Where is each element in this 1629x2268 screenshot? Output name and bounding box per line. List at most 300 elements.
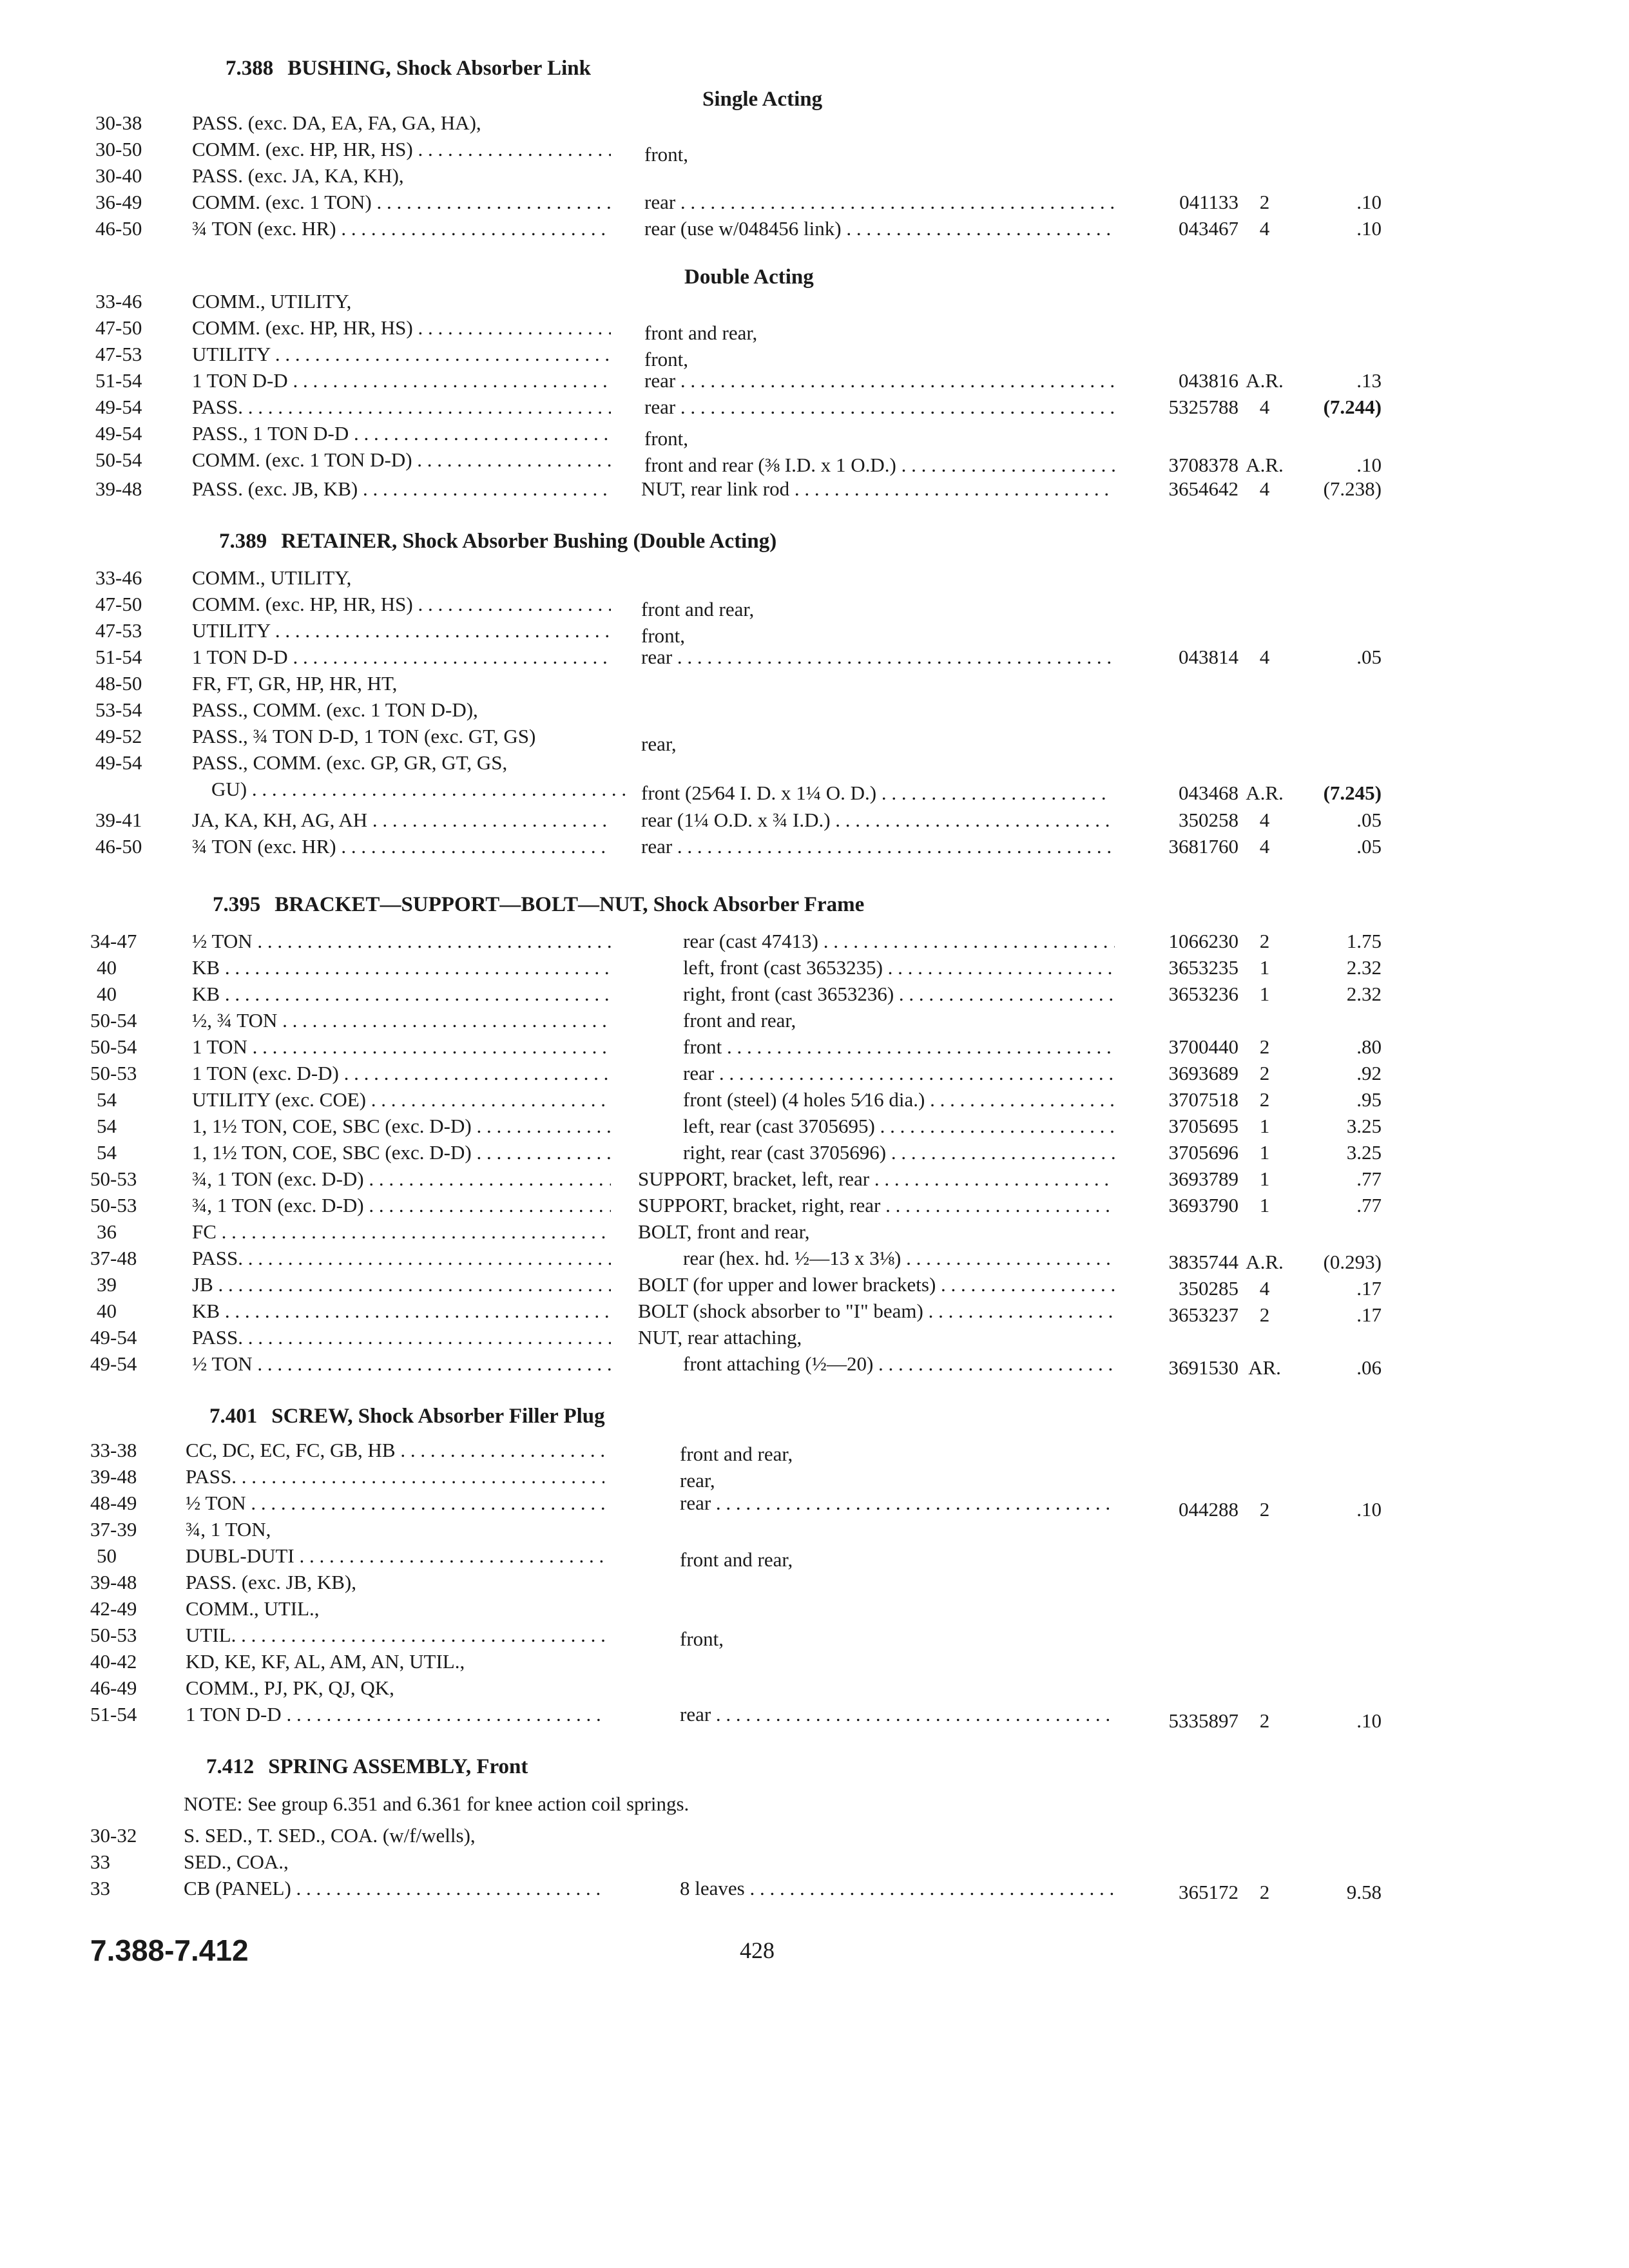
price-cell: 1.75: [1346, 930, 1382, 952]
years-cell: 50-53: [90, 1194, 137, 1216]
model-cell: UTILITY . . .: [192, 341, 611, 368]
description-cell: BOLT, front and rear,: [638, 1220, 810, 1243]
years-cell: 37-48: [90, 1247, 137, 1269]
table-row: [0, 1701, 1629, 1732]
part-number-cell: 3705696: [1168, 1141, 1239, 1164]
years-cell: 50-53: [90, 1624, 137, 1646]
table-row: [0, 314, 1629, 344]
table-row: [0, 776, 1629, 803]
part-number-cell: 3708378: [1168, 454, 1239, 476]
quantity-cell: A.R.: [1246, 454, 1284, 476]
price-cell: (7.245): [1323, 782, 1382, 804]
model-cell: 1 TON D-D . . .: [192, 367, 611, 394]
section-title: SPRING ASSEMBLY, Front: [268, 1755, 528, 1778]
years-cell: 40: [97, 983, 117, 1005]
years-cell: 40: [97, 956, 117, 979]
years-cell: 54: [97, 1141, 117, 1164]
quantity-cell: 1: [1259, 1168, 1270, 1190]
quantity-cell: 4: [1259, 217, 1270, 240]
table-row: [0, 394, 1629, 421]
model-cell: JA, KA, KH, AG, AH . . .: [192, 807, 611, 834]
years-cell: 42-49: [90, 1597, 137, 1620]
model-cell: FR, FT, GR, HP, HR, HT,: [192, 672, 398, 695]
quantity-cell: 1: [1259, 1194, 1270, 1216]
section-title: RETAINER, Shock Absorber Bushing (Double Acting): [281, 530, 777, 553]
table-row: [0, 670, 1629, 697]
description-cell: front and rear,: [680, 1548, 793, 1571]
years-cell: 33-46: [95, 290, 142, 312]
description-cell: rear . . .: [641, 833, 1112, 860]
years-cell: 30-40: [95, 164, 142, 187]
model-cell: ½, ¾ TON . . .: [192, 1007, 611, 1034]
model-cell: PASS. (exc. JB, KB) . . .: [192, 476, 611, 503]
price-cell: 2.32: [1346, 983, 1382, 1005]
description-cell: BOLT (for upper and lower brackets) . . .: [638, 1271, 1115, 1298]
table-row: [0, 1490, 1629, 1521]
part-number-cell: 3835744: [1168, 1251, 1239, 1273]
part-number-cell: 365172: [1179, 1881, 1239, 1903]
table-row: [0, 1542, 1629, 1570]
quantity-cell: AR.: [1248, 1356, 1281, 1379]
section-heading-7-412: [206, 1755, 528, 1779]
section-number: 7.389: [219, 530, 267, 553]
description-cell: rear . . .: [641, 644, 1112, 671]
part-number-cell: 3705695: [1168, 1115, 1239, 1137]
table-row: [0, 136, 1629, 166]
price-cell: .05: [1356, 646, 1382, 668]
years-cell: 51-54: [95, 369, 142, 392]
table-row: [0, 954, 1629, 981]
part-number-cell: 350258: [1179, 809, 1239, 831]
model-cell: 1 TON D-D . . .: [192, 644, 611, 671]
section-number: 7.388: [226, 57, 274, 80]
quantity-cell: 1: [1259, 956, 1270, 979]
price-cell: .10: [1356, 454, 1382, 476]
section-number: 7.401: [209, 1405, 258, 1428]
part-number-cell: 3700440: [1168, 1035, 1239, 1058]
quantity-cell: 1: [1259, 983, 1270, 1005]
price-cell: .80: [1356, 1035, 1382, 1058]
years-cell: 50-53: [90, 1168, 137, 1190]
table-row: [0, 1648, 1629, 1675]
years-cell: 37-39: [90, 1518, 137, 1541]
table-row: [0, 110, 1629, 137]
table-row: [0, 1166, 1629, 1193]
table-row: [0, 1086, 1629, 1113]
quantity-cell: 2: [1259, 930, 1270, 952]
table-row: [0, 288, 1629, 315]
model-cell: PASS., COMM. (exc. 1 TON D-D),: [192, 698, 478, 721]
model-cell: PASS. . . .: [192, 1324, 611, 1351]
years-cell: 47-53: [95, 343, 142, 365]
years-cell: 49-52: [95, 725, 142, 747]
price-cell: .77: [1356, 1168, 1382, 1190]
quantity-cell: 2: [1259, 1881, 1270, 1903]
table-row: [0, 1463, 1629, 1490]
part-number-cell: 350285: [1179, 1277, 1239, 1300]
price-cell: .17: [1356, 1277, 1382, 1300]
part-number-cell: 041133: [1179, 191, 1239, 213]
price-cell: (7.238): [1323, 477, 1382, 500]
quantity-cell: 1: [1259, 1115, 1270, 1137]
model-cell: PASS., 1 TON D-D . . .: [192, 420, 611, 447]
part-number-cell: 3707518: [1168, 1088, 1239, 1111]
years-cell: 39-41: [95, 809, 142, 831]
years-cell: 46-49: [90, 1677, 137, 1699]
price-cell: .05: [1356, 835, 1382, 858]
years-cell: 30-50: [95, 138, 142, 160]
table-row: [0, 189, 1629, 216]
table-row: [0, 928, 1629, 955]
table-row: [0, 162, 1629, 189]
part-number-cell: 3681760: [1168, 835, 1239, 858]
model-cell: 1 TON (exc. D-D) . . .: [192, 1060, 611, 1087]
years-cell: 34-47: [90, 930, 137, 952]
model-cell: COMM. (exc. 1 TON D-D) . . .: [192, 447, 611, 474]
section-heading-7-389: [219, 530, 776, 553]
table-row: [0, 591, 1629, 618]
model-cell: JB . . .: [192, 1271, 611, 1298]
model-cell: PASS. . . .: [192, 394, 611, 421]
model-cell: KB . . .: [192, 954, 611, 981]
years-cell: 33: [90, 1850, 110, 1873]
years-cell: 50: [97, 1544, 117, 1567]
quantity-cell: 2: [1259, 1062, 1270, 1084]
model-cell: FC . . .: [192, 1218, 611, 1245]
quantity-cell: 2: [1259, 1709, 1270, 1732]
model-cell: PASS. . . .: [186, 1463, 604, 1490]
part-number-cell: 043814: [1179, 646, 1239, 668]
part-number-cell: 043816: [1179, 369, 1239, 392]
part-number-cell: 3653236: [1168, 983, 1239, 1005]
model-cell: CB (PANEL) . . .: [184, 1875, 602, 1902]
table-row: [0, 1849, 1629, 1876]
model-cell: UTILITY . . .: [192, 617, 611, 644]
years-cell: 48-50: [95, 672, 142, 695]
model-cell: COMM. (exc. HP, HR, HS) . . .: [192, 591, 611, 618]
description-cell: rear . . .: [683, 1060, 1115, 1087]
table-row: [0, 1218, 1629, 1245]
quantity-cell: 4: [1259, 396, 1270, 418]
description-cell: front and rear (⅜ I.D. x 1 O.D.) . . .: [644, 452, 1115, 479]
description-cell: front (25⁄64 I. D. x 1¼ O. D.) . . .: [641, 780, 1112, 807]
table-row: [0, 697, 1629, 724]
years-cell: 40-42: [90, 1650, 137, 1673]
model-cell: PASS., COMM. (exc. GP, GR, GT, GS,: [192, 751, 508, 774]
years-cell: 50-53: [90, 1062, 137, 1084]
description-cell: front and rear,: [680, 1443, 793, 1465]
part-number-cell: 3693790: [1168, 1194, 1239, 1216]
model-cell: 1, 1½ TON, COE, SBC (exc. D-D) . . .: [192, 1113, 611, 1140]
description-cell: rear (cast 47413) . . .: [683, 928, 1115, 955]
price-cell: 3.25: [1346, 1141, 1382, 1164]
price-cell: .10: [1356, 1709, 1382, 1732]
description-cell: front . . .: [683, 1033, 1115, 1061]
description-cell: rear . . .: [644, 189, 1115, 216]
table-row: [0, 1139, 1629, 1166]
years-cell: 33-38: [90, 1439, 137, 1461]
part-number-cell: 3654642: [1168, 477, 1239, 500]
quantity-cell: 1: [1259, 1141, 1270, 1164]
price-cell: .10: [1356, 217, 1382, 240]
price-cell: 9.58: [1346, 1881, 1382, 1903]
part-number-cell: 044288: [1179, 1498, 1239, 1521]
part-number-cell: 5325788: [1168, 396, 1239, 418]
years-cell: 39-48: [95, 477, 142, 500]
years-cell: 33-46: [95, 566, 142, 589]
years-cell: 49-54: [90, 1326, 137, 1349]
section-title: BRACKET—SUPPORT—BOLT—NUT, Shock Absorber Frame: [275, 893, 865, 916]
years-cell: 33: [90, 1877, 110, 1899]
description-cell: SUPPORT, bracket, left, rear . . .: [638, 1166, 1115, 1193]
model-cell: ¾ TON (exc. HR) . . .: [192, 833, 611, 860]
model-cell: ¾ TON (exc. HR) . . .: [192, 215, 611, 242]
table-row: [0, 1675, 1629, 1702]
price-cell: .10: [1356, 1498, 1382, 1521]
description-cell: front,: [644, 143, 689, 166]
years-cell: 40: [97, 1300, 117, 1322]
section-number: 7.395: [213, 893, 261, 916]
years-cell: 53-54: [95, 698, 142, 721]
table-row: [0, 1569, 1629, 1596]
table-row: [0, 1007, 1629, 1034]
quantity-cell: 4: [1259, 646, 1270, 668]
section-title: BUSHING, Shock Absorber Link: [287, 57, 591, 80]
years-cell: 30-32: [90, 1824, 137, 1847]
years-cell: 30-38: [95, 111, 142, 134]
table-row: [0, 1822, 1629, 1849]
description-cell: front attaching (½—20) . . .: [683, 1350, 1115, 1378]
price-cell: (7.244): [1323, 396, 1382, 418]
price-cell: .06: [1356, 1356, 1382, 1379]
description-cell: NUT, rear link rod . . .: [641, 476, 1112, 503]
price-cell: .92: [1356, 1062, 1382, 1084]
description-cell: rear . . .: [644, 394, 1115, 421]
table-row: [0, 1875, 1629, 1902]
quantity-cell: A.R.: [1246, 782, 1284, 804]
part-number-cell: 1066230: [1168, 930, 1239, 952]
description-cell: rear,: [641, 733, 677, 755]
model-cell: KB . . .: [192, 1298, 611, 1325]
description-cell: rear (hex. hd. ½—13 x 3⅛) . . .: [683, 1245, 1115, 1272]
years-cell: 50-54: [95, 448, 142, 471]
years-cell: 49-54: [90, 1352, 137, 1375]
description-cell: rear . . .: [680, 1701, 1115, 1728]
quantity-cell: 2: [1259, 1303, 1270, 1326]
model-cell: ¾, 1 TON (exc. D-D) . . .: [192, 1166, 611, 1193]
quantity-cell: 2: [1259, 191, 1270, 213]
table-row: [0, 476, 1629, 503]
table-row: [0, 341, 1629, 368]
table-row: [0, 1350, 1629, 1378]
table-row: [0, 749, 1629, 776]
section-heading-7-395: [213, 893, 864, 917]
model-cell: DUBL-DUTI . . .: [186, 1542, 604, 1570]
part-number-cell: 043468: [1179, 782, 1239, 804]
quantity-cell: 4: [1259, 1277, 1270, 1300]
part-number-cell: 3693689: [1168, 1062, 1239, 1084]
price-cell: .77: [1356, 1194, 1382, 1216]
years-cell: 48-49: [90, 1492, 137, 1514]
description-cell: front,: [644, 427, 689, 450]
table-row: [0, 1192, 1629, 1219]
model-cell: ¾, 1 TON (exc. D-D) . . .: [192, 1192, 611, 1219]
description-cell: BOLT (shock absorber to "I" beam) . . .: [638, 1298, 1115, 1325]
model-cell: PASS. (exc. JB, KB),: [186, 1571, 356, 1593]
description-cell: 8 leaves . . .: [680, 1875, 1115, 1902]
quantity-cell: 4: [1259, 809, 1270, 831]
quantity-cell: 2: [1259, 1035, 1270, 1058]
years-cell: 39: [97, 1273, 117, 1296]
model-cell: ½ TON . . .: [192, 1350, 611, 1378]
model-cell: ¾, 1 TON,: [186, 1518, 271, 1541]
description-cell: left, front (cast 3653235) . . .: [683, 954, 1115, 981]
description-cell: front and rear,: [683, 1009, 796, 1032]
description-cell: SUPPORT, bracket, right, rear . . .: [638, 1192, 1115, 1219]
table-row: [0, 1245, 1629, 1272]
years-cell: 39-48: [90, 1571, 137, 1593]
table-row: [0, 1060, 1629, 1087]
years-cell: 47-50: [95, 316, 142, 339]
part-number-cell: 5335897: [1168, 1709, 1239, 1732]
price-cell: (0.293): [1323, 1251, 1382, 1273]
description-cell: front,: [641, 624, 686, 647]
model-cell: 1 TON . . .: [192, 1033, 611, 1061]
table-row: [0, 1033, 1629, 1061]
years-cell: 50-54: [90, 1035, 137, 1058]
part-number-cell: 3653237: [1168, 1303, 1239, 1326]
table-row: [0, 833, 1629, 860]
description-cell: front,: [680, 1628, 724, 1650]
group-range-label: 7.388-7.412: [90, 1934, 249, 1967]
model-cell: KD, KE, KF, AL, AM, AN, UTIL.,: [186, 1650, 465, 1673]
table-row: [0, 1298, 1629, 1325]
years-cell: 47-53: [95, 619, 142, 642]
price-cell: .13: [1356, 369, 1382, 392]
part-number-cell: 3693789: [1168, 1168, 1239, 1190]
table-row: [0, 1437, 1629, 1464]
model-cell: COMM., PJ, PK, QJ, QK,: [186, 1677, 394, 1699]
subgroup-heading-single-acting: Single Acting: [702, 88, 823, 111]
model-cell: ½ TON . . .: [192, 928, 611, 955]
model-cell: PASS., ¾ TON D-D, 1 TON (exc. GT, GS): [192, 725, 536, 747]
years-cell: 51-54: [90, 1703, 137, 1725]
section-heading-7-388: [226, 57, 591, 81]
description-cell: right, front (cast 3653236) . . .: [683, 981, 1115, 1008]
model-cell: UTILITY (exc. COE) . . .: [192, 1086, 611, 1113]
model-cell: COMM., UTIL.,: [186, 1597, 320, 1620]
table-row: [0, 617, 1629, 647]
years-cell: 46-50: [95, 835, 142, 858]
model-cell: UTIL. . . .: [186, 1622, 604, 1649]
price-cell: .10: [1356, 191, 1382, 213]
section-title: SCREW, Shock Absorber Filler Plug: [271, 1405, 605, 1428]
model-cell: COMM. (exc. HP, HR, HS) . . .: [192, 136, 611, 163]
table-row: [0, 367, 1629, 394]
page-number: 428: [740, 1937, 775, 1963]
description-cell: NUT, rear attaching,: [638, 1326, 802, 1349]
part-number-cell: 3653235: [1168, 956, 1239, 979]
quantity-cell: 4: [1259, 477, 1270, 500]
model-cell: COMM. (exc. 1 TON) . . .: [192, 189, 611, 216]
years-cell: 49-54: [95, 396, 142, 418]
model-cell: ½ TON . . .: [186, 1490, 604, 1517]
model-cell: CC, DC, EC, FC, GB, HB . . .: [186, 1437, 604, 1464]
part-number-cell: 043467: [1179, 217, 1239, 240]
years-cell: 54: [97, 1115, 117, 1137]
price-cell: .95: [1356, 1088, 1382, 1111]
years-cell: 47-50: [95, 593, 142, 615]
years-cell: 51-54: [95, 646, 142, 668]
years-cell: 49-54: [95, 751, 142, 774]
description-cell: rear (use w/048456 link) . . .: [644, 215, 1115, 242]
price-cell: .17: [1356, 1303, 1382, 1326]
model-cell: PASS. (exc. DA, EA, FA, GA, HA),: [192, 111, 481, 134]
model-cell: PASS. . . .: [192, 1245, 611, 1272]
table-row: [0, 1595, 1629, 1622]
description-cell: rear,: [680, 1469, 715, 1492]
description-cell: front,: [644, 348, 689, 370]
years-cell: 36: [97, 1220, 117, 1243]
quantity-cell: A.R.: [1246, 369, 1284, 392]
model-cell: GU) . . .: [211, 776, 630, 803]
description-cell: front and rear,: [644, 322, 758, 344]
description-cell: rear . . .: [680, 1490, 1115, 1517]
description-cell: front (steel) (4 holes 5⁄16 dia.) . . .: [683, 1086, 1115, 1113]
quantity-cell: 2: [1259, 1088, 1270, 1111]
table-row: [0, 723, 1629, 755]
table-row: [0, 1271, 1629, 1298]
model-cell: 1, 1½ TON, COE, SBC (exc. D-D) . . .: [192, 1139, 611, 1166]
table-row: [0, 447, 1629, 474]
years-cell: 36-49: [95, 191, 142, 213]
description-cell: rear . . .: [644, 367, 1115, 394]
section-note: NOTE: See group 6.351 and 6.361 for knee action coil springs.: [184, 1792, 689, 1815]
years-cell: 46-50: [95, 217, 142, 240]
subgroup-heading-double-acting: Double Acting: [684, 265, 814, 289]
description-cell: rear (1¼ O.D. x ¾ I.D.) . . .: [641, 807, 1112, 834]
model-cell: COMM., UTILITY,: [192, 290, 352, 312]
price-cell: .05: [1356, 809, 1382, 831]
model-cell: COMM. (exc. HP, HR, HS) . . .: [192, 314, 611, 341]
table-row: [0, 807, 1629, 834]
years-cell: 54: [97, 1088, 117, 1111]
quantity-cell: 2: [1259, 1498, 1270, 1521]
price-cell: 3.25: [1346, 1115, 1382, 1137]
years-cell: 49-54: [95, 422, 142, 445]
table-row: [0, 1324, 1629, 1351]
model-cell: PASS. (exc. JA, KA, KH),: [192, 164, 404, 187]
section-heading-7-401: [209, 1405, 605, 1428]
model-cell: 1 TON D-D . . .: [186, 1701, 604, 1728]
years-cell: 50-54: [90, 1009, 137, 1032]
model-cell: KB . . .: [192, 981, 611, 1008]
table-row: [0, 1516, 1629, 1543]
description-cell: right, rear (cast 3705696) . . .: [683, 1139, 1115, 1166]
table-row: [0, 420, 1629, 450]
price-cell: 2.32: [1346, 956, 1382, 979]
description-cell: front and rear,: [641, 598, 755, 620]
table-row: [0, 215, 1629, 242]
table-row: [0, 981, 1629, 1008]
table-row: [0, 564, 1629, 591]
quantity-cell: 4: [1259, 835, 1270, 858]
model-cell: SED., COA.,: [184, 1850, 289, 1873]
table-row: [0, 644, 1629, 671]
model-cell: S. SED., T. SED., COA. (w/f/wells),: [184, 1824, 476, 1847]
section-number: 7.412: [206, 1755, 255, 1778]
quantity-cell: A.R.: [1246, 1251, 1284, 1273]
